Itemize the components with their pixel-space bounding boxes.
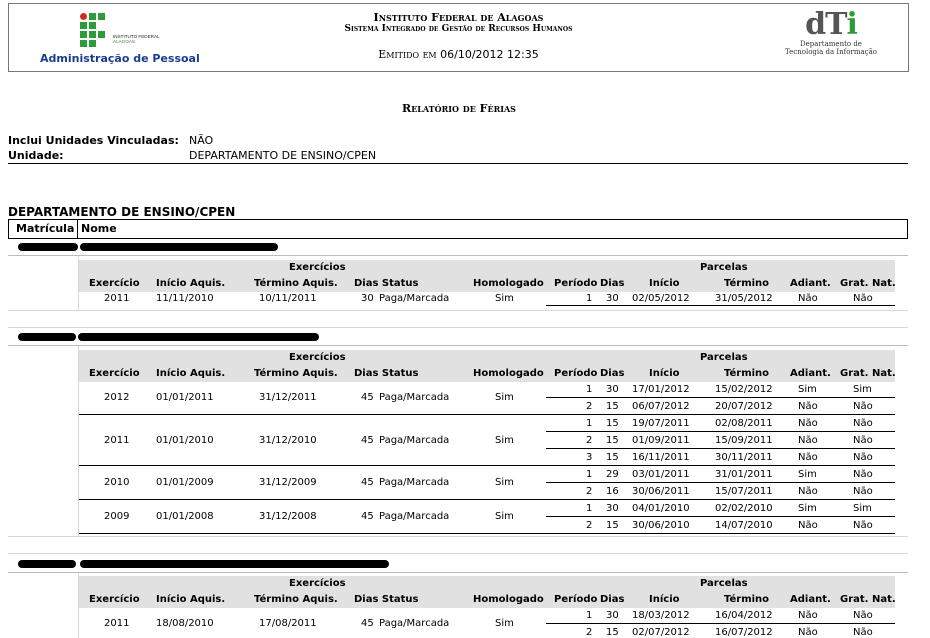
table-cell: 17/01/2012 — [632, 384, 690, 395]
column-header: Exercício — [89, 278, 140, 289]
table-cell: 16/07/2012 — [715, 627, 773, 638]
table-cell: 45 — [361, 511, 374, 522]
table-cell: 16/11/2011 — [632, 452, 690, 463]
filter-unidade: Unidade: DEPARTAMENTO DE ENSINO/CPEN — [8, 149, 377, 162]
table-cell: Sim — [853, 384, 872, 395]
table-cell: Paga/Marcada — [379, 618, 450, 629]
table-cell: Não — [798, 418, 818, 429]
table-cell: Sim — [853, 503, 872, 514]
column-header: Início Aquis. — [156, 368, 226, 379]
table-cell: 15 — [606, 418, 619, 429]
table-cell: 30/11/2011 — [715, 452, 773, 463]
ifal-logo-text: INSTITUTO FEDERAL ALAGOAS — [113, 34, 160, 44]
redacted-matricula — [18, 560, 76, 568]
table-cell: Não — [853, 627, 873, 638]
table-cell: 31/12/2008 — [259, 511, 317, 522]
table-cell: Não — [798, 520, 818, 531]
table-cell: Não — [798, 293, 818, 304]
table-cell: 15 — [606, 627, 619, 638]
table-cell: 45 — [361, 618, 374, 629]
table-cell: 2 — [586, 627, 593, 638]
table-cell: 2009 — [104, 511, 130, 522]
table-cell: 30 — [606, 384, 619, 395]
table-cell: 02/07/2012 — [632, 627, 690, 638]
table-cell: 18/03/2012 — [632, 610, 690, 621]
col-nome: Nome — [81, 222, 117, 235]
table-cell: 31/12/2010 — [259, 435, 317, 446]
table-cell: Não — [798, 452, 818, 463]
table-cell: Sim — [798, 469, 817, 480]
table-cell: 1 — [586, 610, 593, 621]
table-cell: 01/01/2008 — [156, 511, 214, 522]
column-header: Início — [649, 594, 680, 605]
table-cell: 45 — [361, 435, 374, 446]
table-cell: Não — [798, 401, 818, 412]
column-header: Homologado — [473, 594, 544, 605]
table-cell: 15 — [606, 520, 619, 531]
column-header: Início Aquis. — [156, 278, 226, 289]
table-cell: Não — [798, 486, 818, 497]
table-cell: 45 — [361, 477, 374, 488]
main-table-header — [8, 219, 908, 239]
table-cell: Paga/Marcada — [379, 435, 450, 446]
column-header: Término Aquis. — [254, 278, 338, 289]
table-cell: Não — [853, 486, 873, 497]
table-cell: 01/01/2009 — [156, 477, 214, 488]
table-cell: 15 — [606, 401, 619, 412]
redacted-matricula — [18, 243, 78, 251]
table-cell: 1 — [586, 418, 593, 429]
column-header: Parcelas — [700, 352, 748, 363]
redacted-name — [78, 333, 319, 341]
table-cell: Não — [853, 418, 873, 429]
table-cell: 19/07/2011 — [632, 418, 690, 429]
table-cell: 2 — [586, 401, 593, 412]
emitted-label: Emitido em — [378, 48, 437, 61]
table-cell: 2 — [586, 486, 593, 497]
column-header: Início — [649, 368, 680, 379]
column-header: Término — [724, 594, 770, 605]
table-cell: 1 — [586, 293, 593, 304]
table-cell: 3 — [586, 452, 593, 463]
column-header: Término Aquis. — [254, 594, 338, 605]
table-cell: 1 — [586, 503, 593, 514]
table-cell: 04/01/2010 — [632, 503, 690, 514]
column-header: Parcelas — [700, 578, 748, 589]
table-cell: 14/07/2010 — [715, 520, 773, 531]
column-header: Exercícios — [289, 578, 346, 589]
table-cell: 02/05/2012 — [632, 293, 690, 304]
filter-vinculadas: Inclui Unidades Vinculadas: NÃO — [8, 134, 214, 147]
table-cell: 15 — [606, 435, 619, 446]
table-cell: 2012 — [104, 392, 130, 403]
column-header: Adiant. — [790, 594, 831, 605]
table-cell: Paga/Marcada — [379, 293, 450, 304]
unit-title: DEPARTAMENTO DE ENSINO/CPEN — [8, 205, 236, 219]
admin-label: Administração de Pessoal — [40, 52, 200, 65]
table-cell: 15/09/2011 — [715, 435, 773, 446]
table-cell: 31/12/2011 — [259, 392, 317, 403]
table-cell: 30 — [606, 293, 619, 304]
table-cell: 30/06/2011 — [632, 486, 690, 497]
divider — [8, 163, 908, 164]
column-header: Dias Status — [354, 278, 419, 289]
redacted-name — [80, 560, 389, 568]
table-cell: Não — [853, 452, 873, 463]
table-cell: Não — [798, 435, 818, 446]
column-header: Exercício — [89, 368, 140, 379]
table-cell: Sim — [495, 392, 514, 403]
table-cell: 02/02/2010 — [715, 503, 773, 514]
table-cell: Sim — [495, 477, 514, 488]
table-cell: Paga/Marcada — [379, 511, 450, 522]
column-header: Dias Status — [354, 368, 419, 379]
table-cell: 15 — [606, 452, 619, 463]
table-cell: 31/12/2009 — [259, 477, 317, 488]
table-cell: 2010 — [104, 477, 130, 488]
column-header: Início Aquis. — [156, 594, 226, 605]
column-header: Parcelas — [700, 262, 748, 273]
table-cell: Não — [798, 610, 818, 621]
table-cell: Não — [853, 469, 873, 480]
column-header: Adiant. — [790, 278, 831, 289]
table-cell: 31/01/2011 — [715, 469, 773, 480]
report-header — [8, 3, 909, 72]
column-header: Grat. Nat. — [840, 594, 896, 605]
table-cell: 03/01/2011 — [632, 469, 690, 480]
institution-name: Instituto Federal de Alagoas — [373, 11, 544, 24]
table-cell: Não — [853, 520, 873, 531]
report-title: Relatório de Férias — [402, 102, 516, 115]
table-cell: 2 — [586, 520, 593, 531]
col-matricula: Matrícula — [16, 222, 75, 235]
table-cell: 02/08/2011 — [715, 418, 773, 429]
table-cell: 1 — [586, 469, 593, 480]
column-header: Término Aquis. — [254, 368, 338, 379]
table-cell: 01/09/2011 — [632, 435, 690, 446]
table-cell: 31/05/2012 — [715, 293, 773, 304]
redacted-name — [80, 243, 278, 251]
table-cell: Paga/Marcada — [379, 477, 450, 488]
table-cell: 20/07/2012 — [715, 401, 773, 412]
column-header: Início — [649, 278, 680, 289]
table-cell: Sim — [495, 511, 514, 522]
column-header: Período — [554, 368, 598, 379]
column-header: Período — [554, 278, 598, 289]
table-cell: 01/01/2011 — [156, 392, 214, 403]
column-header: Dias Status — [354, 594, 419, 605]
table-cell: Sim — [495, 293, 514, 304]
table-cell: 01/01/2010 — [156, 435, 214, 446]
table-cell: Sim — [798, 384, 817, 395]
column-header: Exercício — [89, 594, 140, 605]
column-header: Dias — [600, 278, 625, 289]
column-header: Término — [724, 368, 770, 379]
table-cell: 30 — [361, 293, 374, 304]
table-cell: 06/07/2012 — [632, 401, 690, 412]
column-header: Grat. Nat. — [840, 368, 896, 379]
table-cell: 17/08/2011 — [259, 618, 317, 629]
table-cell: 10/11/2011 — [259, 293, 317, 304]
table-cell: 2011 — [104, 293, 130, 304]
table-cell: Sim — [495, 435, 514, 446]
column-header: Dias — [600, 594, 625, 605]
system-name: Sistema Integrado de Gestão de Recursos Humanos — [344, 24, 573, 34]
table-cell: 45 — [361, 392, 374, 403]
table-cell: Não — [853, 293, 873, 304]
column-header: Período — [554, 594, 598, 605]
table-cell: 16 — [606, 486, 619, 497]
table-cell: 11/11/2010 — [156, 293, 214, 304]
table-cell: 2 — [586, 435, 593, 446]
table-cell: Não — [853, 401, 873, 412]
table-cell: Paga/Marcada — [379, 392, 450, 403]
table-cell: 2011 — [104, 435, 130, 446]
table-cell: Não — [853, 610, 873, 621]
table-cell: 15/07/2011 — [715, 486, 773, 497]
table-cell: 18/08/2010 — [156, 618, 214, 629]
dti-logo: dTi Departamento de Tecnologia da Informação — [785, 7, 877, 56]
column-header: Dias — [600, 368, 625, 379]
column-header: Grat. Nat. — [840, 278, 896, 289]
column-header: Exercícios — [289, 262, 346, 273]
emitted-value: 06/10/2012 12:35 — [440, 48, 539, 61]
table-cell: 16/04/2012 — [715, 610, 773, 621]
table-cell: Não — [853, 435, 873, 446]
table-cell: 15/02/2012 — [715, 384, 773, 395]
table-cell: Sim — [495, 618, 514, 629]
table-cell: 2011 — [104, 618, 130, 629]
table-cell: 30 — [606, 503, 619, 514]
column-header: Término — [724, 278, 770, 289]
column-header: Homologado — [473, 368, 544, 379]
table-cell: 1 — [586, 384, 593, 395]
table-cell: Não — [798, 627, 818, 638]
table-cell: 30/06/2010 — [632, 520, 690, 531]
column-header: Homologado — [473, 278, 544, 289]
table-cell: 30 — [606, 610, 619, 621]
emitted-line — [9, 48, 908, 61]
table-cell: Sim — [798, 503, 817, 514]
column-header: Adiant. — [790, 368, 831, 379]
redacted-matricula — [18, 333, 76, 341]
table-cell: 29 — [606, 469, 619, 480]
column-header: Exercícios — [289, 352, 346, 363]
